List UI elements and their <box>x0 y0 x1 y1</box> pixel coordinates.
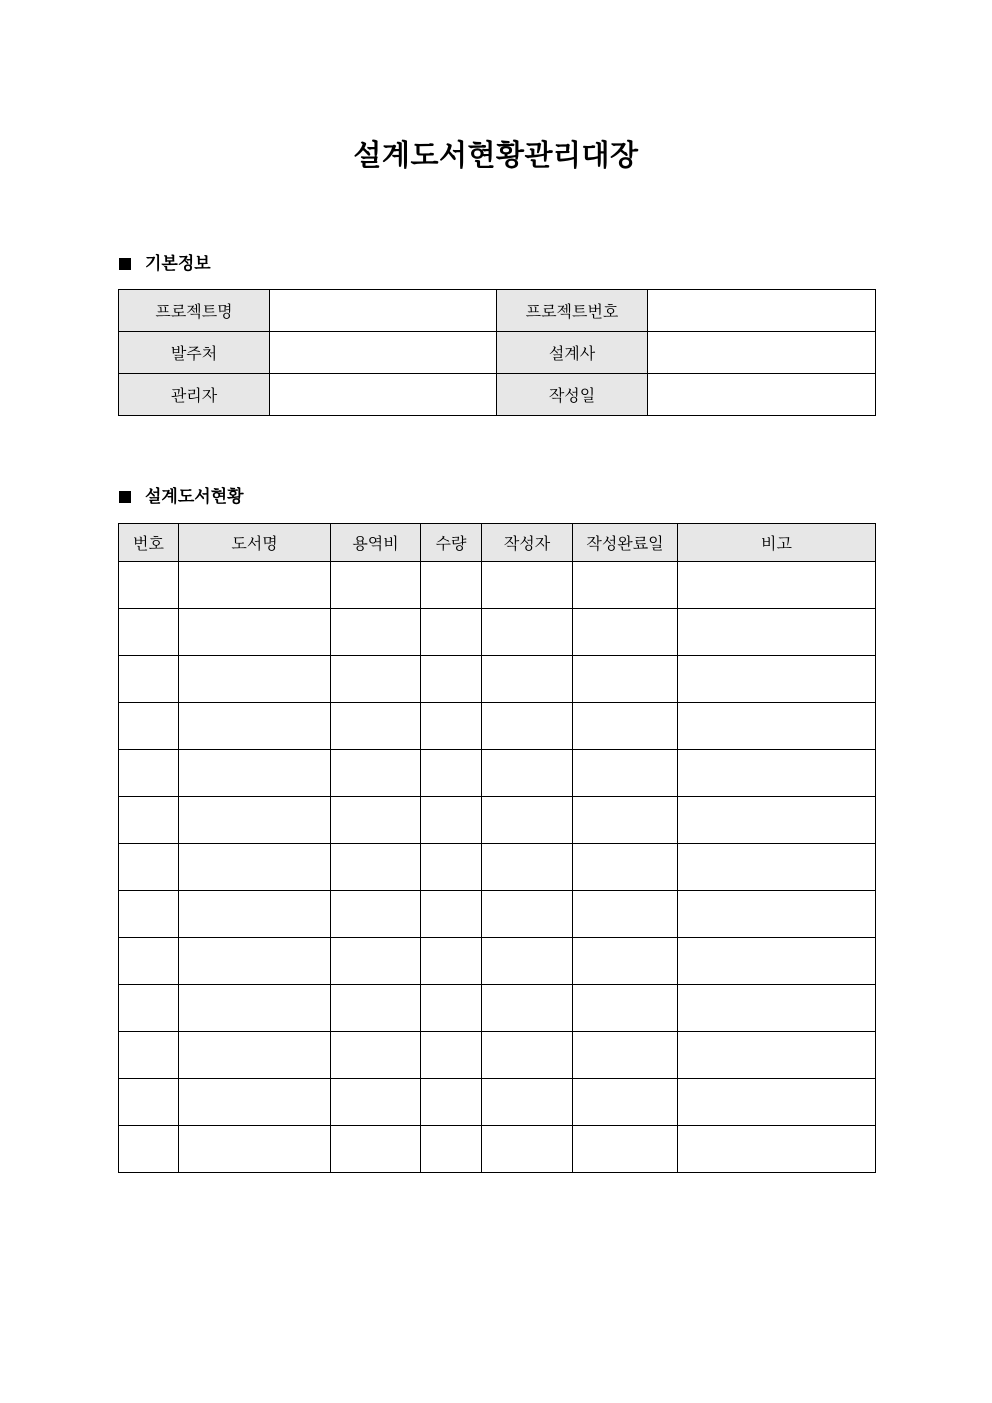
table-row <box>119 938 876 985</box>
table-cell[interactable] <box>119 797 179 844</box>
table-cell[interactable] <box>482 562 573 609</box>
table-row <box>119 1126 876 1173</box>
table-cell[interactable] <box>573 1079 678 1126</box>
table-row <box>119 1032 876 1079</box>
info-row-manager <box>119 374 876 416</box>
table-cell[interactable] <box>179 1126 331 1173</box>
table-cell[interactable] <box>482 703 573 750</box>
table-cell[interactable] <box>678 750 876 797</box>
table-row <box>119 656 876 703</box>
table-cell[interactable] <box>119 1126 179 1173</box>
table-cell[interactable] <box>678 562 876 609</box>
table-cell[interactable] <box>421 1079 482 1126</box>
table-cell[interactable] <box>179 750 331 797</box>
table-cell[interactable] <box>421 656 482 703</box>
table-cell[interactable] <box>573 891 678 938</box>
table-row <box>119 797 876 844</box>
info-row-client <box>119 332 876 374</box>
table-cell[interactable] <box>573 750 678 797</box>
table-cell[interactable] <box>179 562 331 609</box>
table-cell[interactable] <box>678 985 876 1032</box>
project-number-field[interactable] <box>648 290 876 332</box>
info-row-project <box>119 290 876 332</box>
table-cell[interactable] <box>573 656 678 703</box>
info-label-project-number: 프로젝트번호 <box>497 290 648 332</box>
table-cell[interactable] <box>119 938 179 985</box>
table-cell[interactable] <box>421 562 482 609</box>
square-bullet-icon <box>119 491 131 503</box>
table-cell[interactable] <box>573 562 678 609</box>
table-cell[interactable] <box>179 797 331 844</box>
table-cell[interactable] <box>421 1032 482 1079</box>
table-cell[interactable] <box>179 938 331 985</box>
table-cell[interactable] <box>119 985 179 1032</box>
table-cell[interactable] <box>573 609 678 656</box>
table-cell[interactable] <box>331 656 421 703</box>
table-cell[interactable] <box>678 609 876 656</box>
info-label-manager: 관리자 <box>119 374 270 416</box>
table-cell[interactable] <box>119 750 179 797</box>
table-cell[interactable] <box>482 797 573 844</box>
table-cell[interactable] <box>119 609 179 656</box>
table-cell[interactable] <box>482 891 573 938</box>
date-field[interactable] <box>648 374 876 416</box>
table-cell[interactable] <box>482 1032 573 1079</box>
document-status-heading-text: 설계도서현황 <box>145 487 244 507</box>
table-cell[interactable] <box>678 1079 876 1126</box>
table-cell[interactable] <box>678 703 876 750</box>
table-cell[interactable] <box>331 891 421 938</box>
table-header-row <box>119 524 876 562</box>
info-label-project-name: 프로젝트명 <box>119 290 270 332</box>
table-cell[interactable] <box>119 703 179 750</box>
info-label-designer: 설계사 <box>497 332 648 374</box>
table-cell[interactable] <box>331 1079 421 1126</box>
table-row <box>119 750 876 797</box>
table-row <box>119 609 876 656</box>
basic-info-heading-text: 기본정보 <box>145 254 211 274</box>
table-cell[interactable] <box>179 1032 331 1079</box>
table-row <box>119 844 876 891</box>
document-status-table <box>118 523 876 1173</box>
table-cell[interactable] <box>482 985 573 1032</box>
table-cell[interactable] <box>331 1032 421 1079</box>
column-header-completion-date: 작성완료일 <box>573 524 678 562</box>
column-header-remarks: 비고 <box>678 524 876 562</box>
table-cell[interactable] <box>119 562 179 609</box>
table-cell[interactable] <box>331 562 421 609</box>
project-name-field[interactable] <box>270 290 497 332</box>
table-cell[interactable] <box>421 938 482 985</box>
table-cell[interactable] <box>421 703 482 750</box>
table-cell[interactable] <box>119 1079 179 1126</box>
table-cell[interactable] <box>331 985 421 1032</box>
column-header-service-fee: 용역비 <box>331 524 421 562</box>
basic-info-table <box>118 289 876 416</box>
manager-field[interactable] <box>270 374 497 416</box>
table-cell[interactable] <box>119 1032 179 1079</box>
table-cell[interactable] <box>331 844 421 891</box>
column-header-author: 작성자 <box>482 524 573 562</box>
table-cell[interactable] <box>678 656 876 703</box>
table-cell[interactable] <box>573 1032 678 1079</box>
designer-field[interactable] <box>648 332 876 374</box>
page-title: 설계도서현황관리대장 <box>353 138 639 172</box>
table-cell[interactable] <box>331 797 421 844</box>
table-cell[interactable] <box>331 609 421 656</box>
table-cell[interactable] <box>119 656 179 703</box>
table-cell[interactable] <box>482 844 573 891</box>
table-cell[interactable] <box>573 844 678 891</box>
table-cell[interactable] <box>482 750 573 797</box>
table-row <box>119 1079 876 1126</box>
table-cell[interactable] <box>482 1126 573 1173</box>
table-cell[interactable] <box>678 1032 876 1079</box>
column-header-number: 번호 <box>119 524 179 562</box>
table-cell[interactable] <box>482 656 573 703</box>
column-header-document-name: 도서명 <box>179 524 331 562</box>
table-cell[interactable] <box>421 985 482 1032</box>
table-cell[interactable] <box>482 1079 573 1126</box>
table-cell[interactable] <box>573 703 678 750</box>
table-cell[interactable] <box>119 891 179 938</box>
table-cell[interactable] <box>179 609 331 656</box>
column-header-quantity: 수량 <box>421 524 482 562</box>
square-bullet-icon <box>119 258 131 270</box>
table-cell[interactable] <box>573 797 678 844</box>
table-cell[interactable] <box>179 891 331 938</box>
table-cell[interactable] <box>331 1126 421 1173</box>
table-cell[interactable] <box>421 844 482 891</box>
table-cell[interactable] <box>421 1126 482 1173</box>
table-row <box>119 562 876 609</box>
table-cell[interactable] <box>678 1126 876 1173</box>
table-cell[interactable] <box>331 750 421 797</box>
table-cell[interactable] <box>678 844 876 891</box>
document-rows <box>119 562 876 1173</box>
table-cell[interactable] <box>331 938 421 985</box>
table-cell[interactable] <box>179 656 331 703</box>
table-cell[interactable] <box>421 797 482 844</box>
table-cell[interactable] <box>179 703 331 750</box>
info-label-client: 발주처 <box>119 332 270 374</box>
info-label-date: 작성일 <box>497 374 648 416</box>
table-cell[interactable] <box>179 844 331 891</box>
table-cell[interactable] <box>678 891 876 938</box>
table-cell[interactable] <box>482 609 573 656</box>
table-cell[interactable] <box>678 938 876 985</box>
table-cell[interactable] <box>482 938 573 985</box>
table-cell[interactable] <box>573 1126 678 1173</box>
table-cell[interactable] <box>179 1079 331 1126</box>
table-cell[interactable] <box>179 985 331 1032</box>
basic-info-heading <box>119 252 211 276</box>
table-cell[interactable] <box>331 703 421 750</box>
table-cell[interactable] <box>421 609 482 656</box>
table-row <box>119 891 876 938</box>
table-cell[interactable] <box>573 938 678 985</box>
table-cell[interactable] <box>573 985 678 1032</box>
table-row <box>119 703 876 750</box>
client-field[interactable] <box>270 332 497 374</box>
table-cell[interactable] <box>421 750 482 797</box>
table-cell[interactable] <box>678 797 876 844</box>
table-cell[interactable] <box>119 844 179 891</box>
document-status-heading <box>119 485 244 509</box>
table-cell[interactable] <box>421 891 482 938</box>
table-row <box>119 985 876 1032</box>
